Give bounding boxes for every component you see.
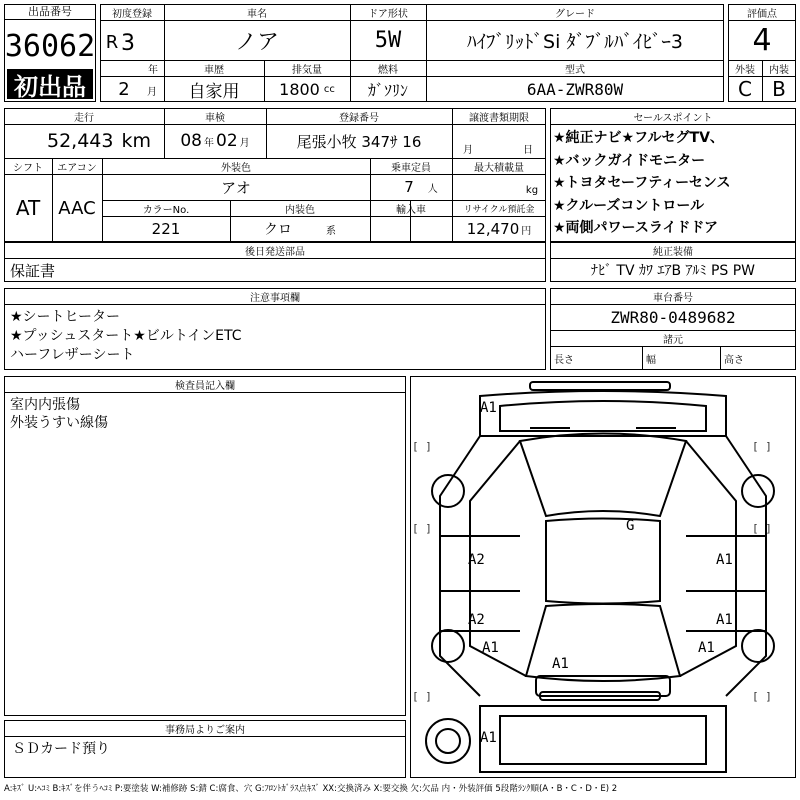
note-line: ハーフレザーシート	[10, 347, 135, 363]
score-label: 評価点	[747, 8, 777, 20]
recycle-value: 12,470	[466, 220, 520, 238]
reg-month: 2	[118, 78, 130, 100]
chassis-number: ZWR80-0489682	[610, 307, 736, 327]
interior-color-value: クロ	[264, 222, 292, 238]
transfer-label: 譲渡書類期限	[469, 112, 529, 124]
inspection-label: 車検	[205, 112, 225, 124]
sales-points-label: セールスポイント	[633, 112, 713, 124]
door-label: ドア形状	[368, 8, 408, 20]
displacement-unit: cc	[323, 83, 335, 95]
door-shape: 5W	[374, 27, 402, 53]
part-bracket: [ ]	[752, 522, 772, 535]
reg-month-unit: 月	[147, 86, 157, 98]
capacity-unit: 人	[427, 183, 438, 195]
model-label: 車名	[247, 8, 267, 20]
import-label: 輸入車	[396, 204, 426, 216]
damage-mark: A1	[716, 612, 733, 628]
type-label: 型式	[565, 64, 585, 76]
dims-label: 諸元	[663, 334, 683, 346]
plate-number: 尾張小牧 347ｻ 16	[296, 132, 422, 151]
model-name: ノア	[234, 29, 279, 55]
interior-color	[230, 216, 370, 242]
model-type: 6AA-ZWR80W	[526, 79, 624, 99]
legend: A:ｷｽﾞ U:ﾍｺﾐ B:ｷｽﾞを伴うﾍｺﾐ P:要塗装 W:補修跡 S:錆 C:腐食、穴 G:ﾌﾛﾝﾄｶﾞﾗｽ点ｷｽﾞ XX:交換済み X:要交換 欠:欠品 内・外装評価 5段階ﾗﾝｸ順(A・B・C・D・E) 2	[4, 784, 618, 794]
damage-mark: A1	[480, 730, 497, 746]
ext-label: 外装	[735, 64, 755, 76]
ac: AAC	[58, 197, 96, 219]
sales-points-list	[553, 127, 795, 240]
color-label: 外装色	[221, 162, 251, 174]
chassis-label: 車台番号	[653, 292, 693, 304]
interior-color-unit: 系	[326, 225, 336, 237]
fuel-label: 燃料	[378, 64, 398, 76]
note-line: ★プッシュスタート★ビルトインETC	[10, 328, 242, 344]
shift: AT	[15, 196, 41, 220]
inspector-line: 外装うすい線傷	[10, 415, 108, 431]
sales-point: ★バックガイドモニター	[553, 152, 706, 169]
damage-mark: A2	[468, 612, 485, 628]
reg-label: 初度登録	[112, 8, 152, 20]
sales-point: ★両側パワースライドドア	[553, 220, 719, 236]
first-listing-badge: 初出品	[7, 69, 93, 99]
int-grade: B	[772, 77, 786, 101]
insp-year-unit: 年	[204, 137, 214, 149]
damage-mark: A1	[482, 640, 499, 656]
int-label: 内装	[769, 64, 789, 76]
recycle-label: リサイクル預託金	[463, 204, 535, 215]
transfer-day: 日	[523, 144, 533, 156]
load-unit: kg	[525, 184, 539, 196]
reg-era: R	[105, 31, 119, 53]
interior-color-label: 内装色	[285, 204, 315, 216]
inspector-label: 検査員記入欄	[175, 380, 235, 392]
lot-number: 36062	[4, 28, 96, 64]
damage-mark: A1	[480, 400, 497, 416]
office-label: 事務局よりご案内	[165, 724, 245, 736]
lot-label: 出品番号	[5, 5, 95, 20]
parts-label: 後日発送部品	[245, 246, 305, 258]
recycle-unit: 円	[521, 225, 532, 237]
damage-mark: A1	[716, 552, 733, 568]
part-bracket: [ ]	[412, 522, 432, 535]
score-value: 4	[752, 22, 772, 58]
ac-label: エアコン	[57, 162, 97, 174]
parts-value: 保証書	[10, 261, 56, 280]
grade: ﾊｲﾌﾞﾘｯﾄﾞSi ﾀﾞﾌﾞﾙﾊﾞｲﾋﾞｰ3	[467, 30, 683, 53]
sales-point: ★クルーズコントロール	[553, 197, 705, 214]
equipment-value: ﾅﾋﾞ TV ｶﾜ ｴｱB ｱﾙﾐ PS PW	[590, 263, 756, 279]
damage-mark: A2	[468, 552, 485, 568]
damage-mark: G	[626, 518, 635, 534]
insp-month: 02	[216, 131, 238, 151]
office-value: ＳＤカード預り	[12, 741, 110, 757]
inspector-line: 室内内張傷	[10, 397, 80, 413]
length-label: 長さ	[554, 354, 574, 366]
damage-mark: A1	[552, 656, 569, 672]
part-bracket: [ ]	[412, 440, 432, 453]
displacement-label: 排気量	[292, 64, 322, 76]
capacity-value: 7	[404, 178, 414, 196]
shift-label: シフト	[13, 162, 43, 174]
mileage-label: 走行	[74, 112, 94, 124]
color-no-label: カラーNo.	[142, 204, 190, 216]
equipment-label: 純正装備	[653, 246, 693, 258]
transfer-month: 月	[463, 144, 473, 156]
plate-label: 登録番号	[339, 112, 379, 124]
mileage-unit: km	[121, 130, 151, 152]
mileage	[4, 124, 164, 158]
ext-grade: C	[738, 77, 752, 101]
sales-point: ★純正ナビ★フルセグTV、	[553, 130, 724, 146]
capacity-label: 乗車定員	[391, 162, 431, 174]
insp-year: 08	[180, 131, 202, 151]
reg-year: 3	[121, 30, 135, 56]
note-line: ★シートヒーター	[10, 309, 120, 325]
part-bracket: [ ]	[752, 440, 772, 453]
notes-list	[10, 308, 242, 365]
color: アオ	[221, 178, 251, 197]
damage-mark: A1	[698, 640, 715, 656]
inspection-date	[164, 124, 266, 158]
recycle	[452, 216, 546, 242]
mileage-value: 52,443	[47, 130, 114, 152]
inspector-notes	[10, 396, 108, 432]
displacement-value: 1800	[279, 79, 320, 99]
capacity	[370, 174, 452, 200]
width-label: 幅	[646, 354, 656, 366]
reg-year-unit: 年	[148, 64, 158, 76]
insp-month-unit: 月	[239, 137, 250, 149]
fuel: ｶﾞｿﾘﾝ	[367, 80, 408, 100]
car-diagram	[410, 376, 796, 778]
load-label: 最大積載量	[474, 162, 524, 174]
part-bracket: [ ]	[412, 690, 432, 703]
sales-point: ★トヨタセーフティーセンス	[553, 175, 731, 191]
grade-label: グレード	[555, 8, 595, 20]
history-label: 車歴	[204, 64, 224, 76]
part-bracket: [ ]	[752, 690, 772, 703]
color-no: 221	[151, 220, 181, 238]
history: 自家用	[188, 81, 240, 102]
displacement	[264, 76, 350, 102]
lot-box	[4, 4, 96, 102]
notes-label: 注意事項欄	[250, 292, 300, 304]
height-label: 高さ	[724, 354, 744, 366]
